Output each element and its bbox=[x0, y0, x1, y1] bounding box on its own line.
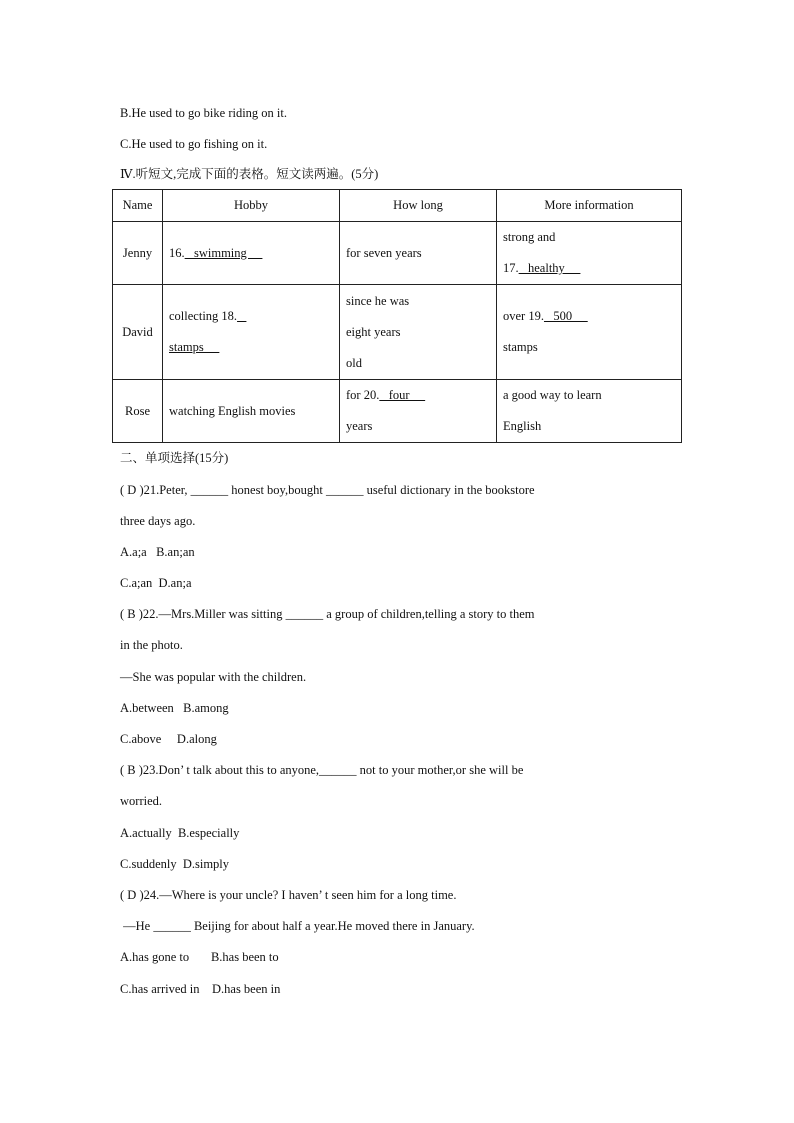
section-2-heading: 二、单项选择(15分) bbox=[120, 451, 229, 465]
table-row bbox=[113, 380, 682, 443]
how-long-line bbox=[346, 380, 490, 411]
info-line: English bbox=[503, 419, 542, 433]
question-23-stem-cont: worried. bbox=[120, 794, 162, 808]
how-long-line: years bbox=[346, 419, 373, 433]
question-21-stem-cont: three days ago. bbox=[120, 514, 196, 528]
answer-blank: 500 bbox=[543, 309, 588, 323]
how-long-cell bbox=[340, 380, 497, 443]
info-line: strong and bbox=[503, 230, 556, 244]
question-23-options: C.suddenly D.simply bbox=[120, 857, 230, 871]
info-line bbox=[503, 253, 675, 284]
answer-blank bbox=[237, 309, 246, 323]
question-22-options: A.between B.among bbox=[120, 701, 229, 715]
question-22-stem: ( B )22.—Mrs.Miller was sitting ______ a group of children,telling a story to them bbox=[120, 607, 535, 621]
hobby-line bbox=[169, 301, 333, 332]
question-22-options: C.above D.along bbox=[120, 732, 217, 746]
question-23-stem: ( B )23.Don’ t talk about this to anyone,______ not to your mother,or she will be bbox=[120, 763, 524, 777]
blank-number: 17. bbox=[503, 261, 519, 275]
question-21-options: C.a;an D.an;a bbox=[120, 576, 192, 590]
how-long-cell bbox=[340, 285, 497, 380]
info-line: a good way to learn bbox=[503, 388, 602, 402]
question-22-reply: —She was popular with the children. bbox=[120, 670, 307, 684]
info-cell bbox=[497, 380, 682, 443]
hobby-cell bbox=[163, 222, 340, 285]
info-line: stamps bbox=[503, 340, 538, 354]
question-24-options: A.has gone to B.has been to bbox=[120, 950, 279, 964]
question-24-reply: —He ______ Beijing for about half a year.He moved there in January. bbox=[120, 919, 475, 933]
blank-number: for 20. bbox=[346, 388, 380, 402]
header-how-long: How long bbox=[340, 190, 497, 222]
blank-number: over 19. bbox=[503, 309, 544, 323]
question-22-stem-cont: in the photo. bbox=[120, 638, 183, 652]
header-more-information: More information bbox=[497, 190, 682, 222]
how-long-line: old bbox=[346, 355, 362, 370]
table-row bbox=[113, 285, 682, 380]
name-cell: David bbox=[113, 285, 163, 380]
name-cell: Jenny bbox=[113, 222, 163, 285]
question-21-stem: ( D )21.Peter, ______ honest boy,bought ______ useful dictionary in the bookstore bbox=[120, 483, 535, 497]
listening-table bbox=[112, 189, 682, 443]
how-long-line: since he was bbox=[346, 293, 410, 308]
info-cell bbox=[497, 285, 682, 380]
question-21-options: A.a;a B.an;an bbox=[120, 545, 195, 559]
question-23-options: A.actually B.especially bbox=[120, 826, 240, 840]
header-name: Name bbox=[113, 190, 163, 222]
info-line bbox=[503, 301, 675, 332]
hobby-line bbox=[169, 332, 333, 363]
option-c: C.He used to go fishing on it. bbox=[120, 137, 268, 151]
answer-blank: healthy bbox=[518, 261, 581, 275]
table-row bbox=[113, 222, 682, 285]
name-cell: Rose bbox=[113, 380, 163, 443]
question-24-options: C.has arrived in D.has been in bbox=[120, 982, 281, 996]
answer-blank: stamps bbox=[169, 340, 220, 354]
section-4-heading: Ⅳ.听短文,完成下面的表格。短文读两遍。(5分) bbox=[120, 167, 379, 181]
answer-blank: four bbox=[379, 388, 426, 402]
option-b: B.He used to go bike riding on it. bbox=[120, 106, 287, 120]
question-24-stem: ( D )24.—Where is your uncle? I haven’ t seen him for a long time. bbox=[120, 888, 457, 902]
hobby-cell bbox=[163, 285, 340, 380]
table-header-row bbox=[113, 190, 682, 222]
how-long-line: eight years bbox=[346, 324, 401, 339]
header-hobby: Hobby bbox=[163, 190, 340, 222]
how-long-cell: for seven years bbox=[340, 222, 497, 285]
blank-number: collecting 18. bbox=[169, 309, 238, 323]
blank-number: 16. bbox=[169, 245, 185, 260]
hobby-cell: watching English movies bbox=[163, 380, 340, 443]
info-cell bbox=[497, 222, 682, 285]
answer-blank: swimming bbox=[184, 245, 263, 260]
